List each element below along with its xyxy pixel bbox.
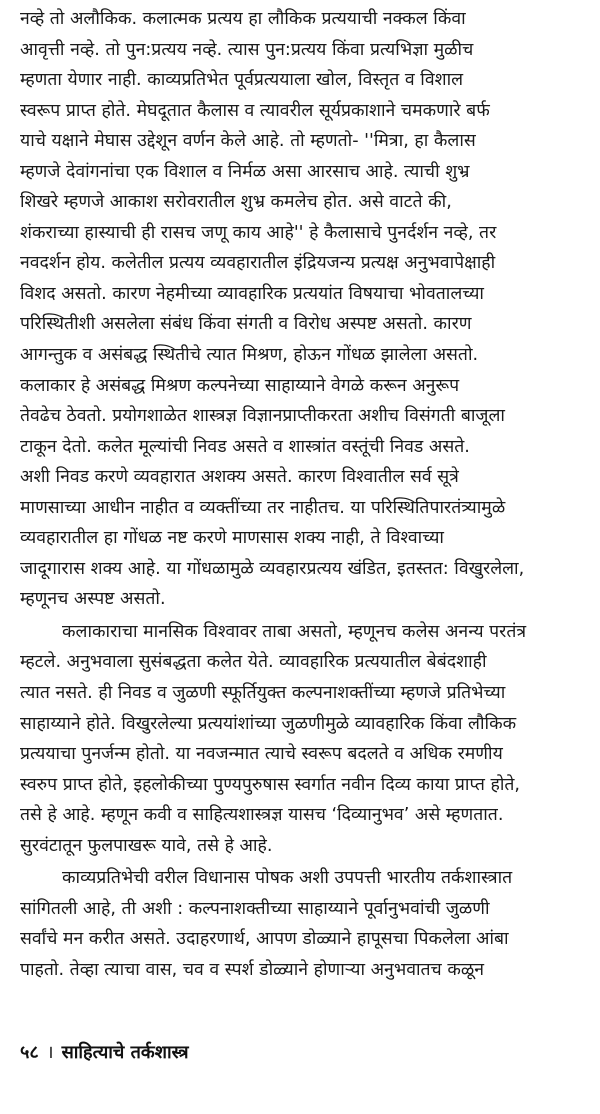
text-line: नव्हे तो अलौकिक. कलात्मक प्रत्यय हा लौकिक प्रत्ययाची नक्कल किंवा (20, 9, 466, 29)
text-line: स्वरुप प्राप्त होते, इहलोकीच्या पुण्यपुरुषास स्वर्गात नवीन दिव्य काया प्राप्त होते, (20, 774, 521, 795)
footer-separator: । (46, 1042, 54, 1063)
text-line: आवृत्ती नव्हे. तो पुन:प्रत्यय नव्हे. त्यास पुन:प्रत्यय किंवा प्रत्यभिज्ञा मुळीच (20, 39, 474, 60)
text-line: सुरवंटातून फुलपाखरू यावे, तसे हे आहे. (20, 835, 273, 856)
text-line: नवदर्शन होय. कलेतील प्रत्यय व्यवहारातील इंद्रियजन्य प्रत्यक्ष अनुभवापेक्षाही (20, 253, 496, 274)
paragraph (20, 4, 586, 615)
page-footer (20, 1040, 189, 1064)
text-line: याचे यक्षाने मेघास उद्देशून वर्णन केले आहे. तो म्हणतो- ''मित्रा, हा कैलास (20, 131, 476, 152)
text-line: जादूगारास शक्य आहे. या गोंधळामुळे व्यवहारप्रत्यय खंडित, इतस्तत: विखुरलेला, (20, 558, 525, 579)
text-line: कलाकाराचा मानसिक विश्वावर ताबा असतो, म्हणूनच कलेस अनन्य परतंत्र (62, 621, 527, 642)
book-title: साहित्याचे तर्कशास्त्र (61, 1042, 189, 1063)
text-line: आगन्तुक व असंबद्ध स्थितीचे त्यात मिश्रण, होऊन गोंधळ झालेला असतो. (20, 345, 479, 366)
text-line: सर्वांचे मन करीत असते. उदाहरणार्थ, आपण डोळ्याने हापूसचा पिकलेला आंबा (20, 929, 509, 950)
paragraph (20, 863, 586, 985)
text-line: विशद असतो. कारण नेहमीच्या व्यावहारिक प्रत्ययांत विषयाचा भोवतालच्या (20, 283, 484, 304)
text-line: अशी निवड करणे व्यवहारात अशक्य असते. कारण विश्वातील सर्व सूत्रे (20, 467, 459, 488)
text-line: पाहतो. तेव्हा त्याचा वास, चव व स्पर्श डोळ्याने होणाऱ्या अनुभवातच कळून (20, 959, 484, 980)
text-line: म्हणता येणार नाही. काव्यप्रतिभेत पूर्वप्रत्ययाला खोल, विस्तृत व विशाल (20, 70, 464, 91)
text-line: म्हणूनच अस्पष्ट असतो. (20, 589, 166, 610)
text-line: सांगितली आहे, ती अशी : कल्पनाशक्तीच्या साहाय्याने पूर्वानुभवांची जुळणी (20, 898, 490, 919)
text-line: शंकराच्या हास्याची ही रासच जणू काय आहे'' हे कैलासाचे पुनर्दर्शन नव्हे, तर (20, 222, 497, 243)
text-line: साहाय्याने होते. विखुरलेल्या प्रत्ययांशांच्या जुळणीमुळे व्यावहारिक किंवा लौकिक (20, 713, 517, 734)
text-line: म्हणजे देवांगनांचा एक विशाल व निर्मळ असा आरसाच आहे. त्याची शुभ्र (20, 161, 470, 182)
text-line: व्यवहारातील हा गोंधळ नष्ट करणे माणसास शक्य नाही, ते विश्वाच्या (20, 528, 444, 549)
text-line: माणसाच्या आधीन नाहीत व व्यक्तींच्या तर नाहीतच. या परिस्थितिपारतंत्र्यामुळे (20, 497, 506, 518)
text-line: टाकून देतो. कलेत मूल्यांची निवड असते व शास्त्रांत वस्तूंची निवड असते. (20, 436, 470, 457)
text-line: त्यात नसते. ही निवड व जुळणी स्फूर्तियुक्त कल्पनाशक्तींच्या म्हणजे प्रतिभेच्या (20, 683, 506, 704)
text-line: तसे हे आहे. म्हणून कवी व साहित्यशास्त्रज्ञ यासच ‘दिव्यानुभव’ असे म्हणतात. (20, 805, 504, 826)
text-line: कलाकार हे असंबद्ध मिश्रण कल्पनेच्या साहाय्याने वेगळे करून अनुरूप (20, 375, 460, 396)
text-line: काव्यप्रतिभेची वरील विधानास पोषक अशी उपपत्ती भारतीय तर्कशास्त्रात (62, 868, 513, 889)
text-line: शिखरे म्हणजे आकाश सरोवरातील शुभ्र कमलेच होत. असे वाटते की, (20, 192, 452, 213)
text-line: प्रत्ययाचा पुनर्जन्म होतो. या नवजन्मात त्याचे स्वरूप बदलते व अधिक रमणीय (20, 744, 503, 765)
text-line: तेवढेच ठेवतो. प्रयोगशाळेत शास्त्रज्ञ विज्ञानप्राप्तीकरता अशीच विसंगती बाजूला (20, 406, 505, 427)
body-text (20, 4, 586, 986)
text-line: स्वरूप प्राप्त होते. मेघदूतात कैलास व त्यावरील सूर्यप्रकाशाने चमकणारे बर्फ (20, 100, 490, 121)
text-line: परिस्थितीशी असलेला संबंध किंवा संगती व विरोध अस्पष्ट असतो. कारण (20, 314, 472, 335)
text-line: म्हटले. अनुभवाला सुसंबद्धता कलेत येते. व्यावहारिक प्रत्ययातील बेबंदशाही (20, 652, 487, 673)
paragraph (20, 617, 586, 861)
page-number: ५८ (20, 1042, 39, 1063)
